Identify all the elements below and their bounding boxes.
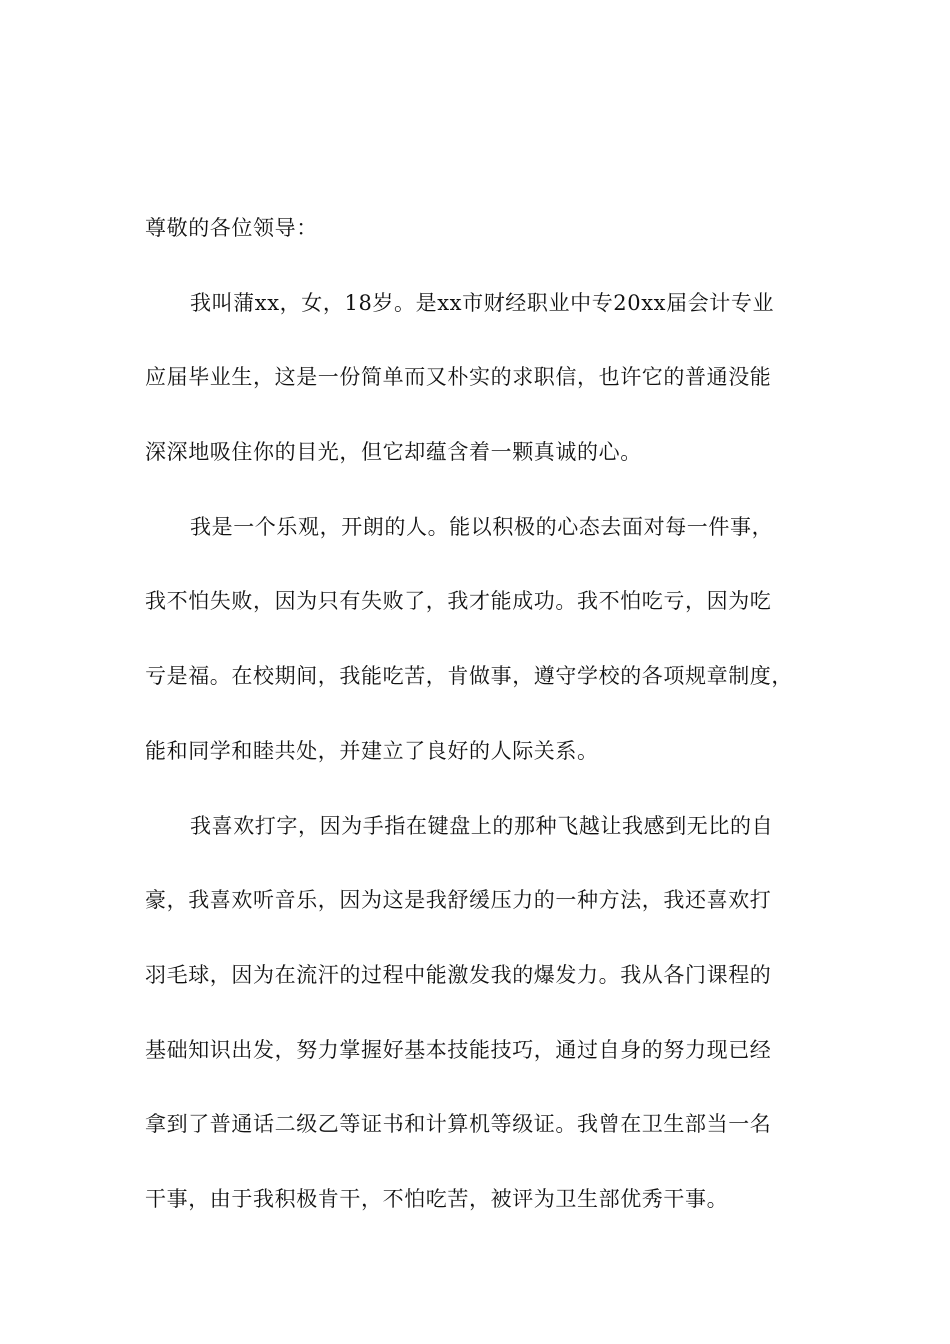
paragraph-1-line-1: 我叫蒲xx，女，18岁。是xx市财经职业中专20xx届会计专业: [190, 291, 775, 315]
paragraph-2-line-2: 我不怕失败，因为只有失败了，我才能成功。我不怕吃亏，因为吃: [145, 589, 772, 613]
paragraph-1-line-3: 深深地吸住你的目光，但它却蕴含着一颗真诚的心。: [145, 440, 642, 464]
paragraph-3-line-2: 豪，我喜欢听音乐，因为这是我舒缓压力的一种方法，我还喜欢打: [145, 888, 772, 912]
paragraph-3-line-3: 羽毛球，因为在流汗的过程中能激发我的爆发力。我从各门课程的: [145, 963, 772, 987]
paragraph-2-line-3: 亏是福。在校期间，我能吃苦，肯做事，遵守学校的各项规章制度，: [145, 664, 793, 688]
paragraph-3-line-4: 基础知识出发，努力掌握好基本技能技巧，通过自身的努力现已经: [145, 1038, 772, 1062]
paragraph-2-line-4: 能和同学和睦共处，并建立了良好的人际关系。: [145, 739, 599, 763]
paragraph-3-line-5: 拿到了普通话二级乙等证书和计算机等级证。我曾在卫生部当一名: [145, 1112, 772, 1136]
paragraph-1-line-2: 应届毕业生，这是一份简单而又朴实的求职信，也许它的普通没能: [145, 365, 772, 389]
paragraph-3-line-6: 干事，由于我积极肯干，不怕吃苦，被评为卫生部优秀干事。: [145, 1187, 729, 1211]
paragraph-2-line-1: 我是一个乐观，开朗的人。能以积极的心态去面对每一件事，: [190, 515, 774, 539]
paragraph-3-line-1: 我喜欢打字，因为手指在键盘上的那种飞越让我感到无比的自: [190, 814, 774, 838]
salutation: 尊敬的各位领导：: [145, 216, 318, 240]
